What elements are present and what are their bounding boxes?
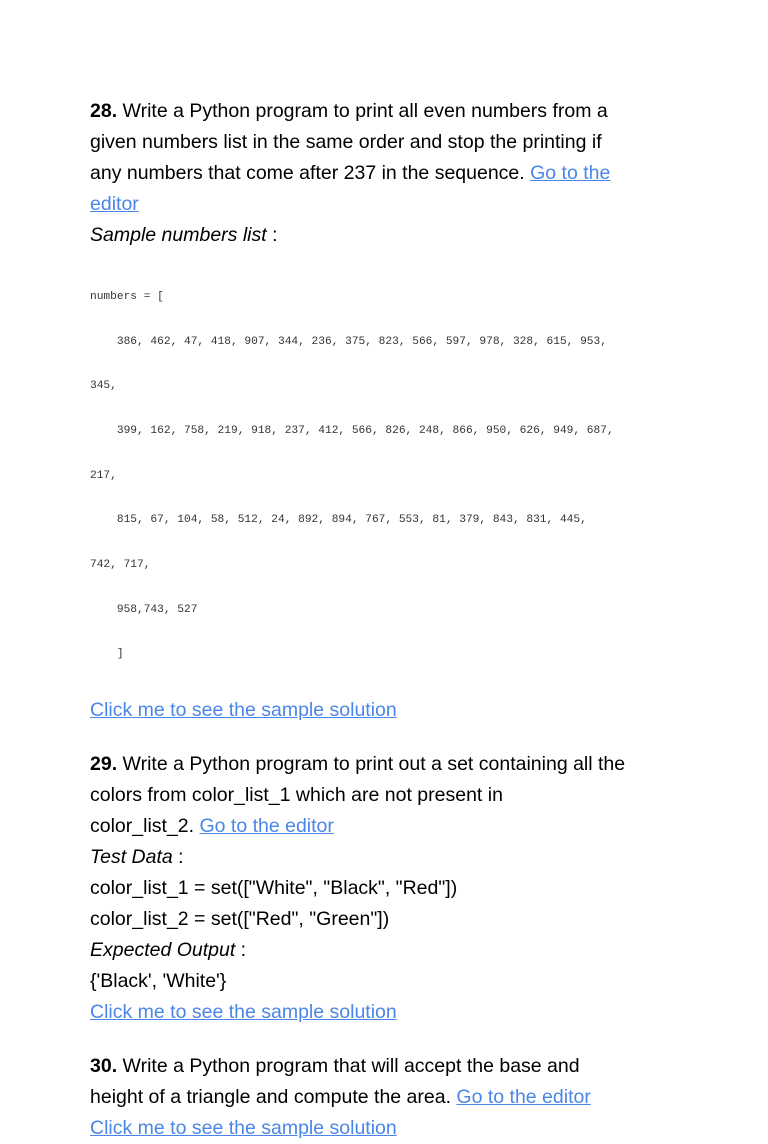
exercise-text: color_list_2. [90, 815, 195, 838]
expected-output-value: {'Black', 'White'} [90, 970, 227, 993]
exercise-text: Write a Python program to print all even numbers from a [122, 100, 608, 122]
solution-line [90, 997, 678, 1028]
exercise-29-line-3 [90, 811, 678, 842]
go-to-editor-link[interactable]: Go to the [530, 162, 611, 184]
exercise-number: 28. [90, 100, 118, 122]
exercise-30 [90, 1051, 678, 1144]
go-to-editor-link-continued[interactable]: editor [90, 193, 139, 215]
exercise-29-line-2: colors from color_list_1 which are not present in [90, 784, 503, 807]
go-to-editor-link[interactable]: Go to the editor [199, 815, 334, 838]
exercise-text: any numbers that come after 237 in the sequence. [90, 162, 525, 184]
code-line: 345, [90, 380, 117, 393]
go-to-editor-link[interactable]: Go to the editor [456, 1086, 591, 1109]
code-line: 958,743, 527 [90, 603, 198, 616]
label-colon: : [266, 224, 278, 246]
solution-line [90, 695, 678, 726]
exercise-30-line-2 [90, 1082, 678, 1113]
solution-line [90, 1113, 678, 1144]
exercise-28-line-4 [90, 189, 678, 220]
code-line: 815, 67, 104, 58, 512, 24, 892, 894, 767, 553, 81, 379, 843, 831, 445, [90, 514, 587, 527]
sample-numbers-label: Sample numbers list [90, 224, 267, 246]
exercise-29 [90, 749, 678, 1028]
test-data-line-1: color_list_1 = set(["White", "Black", "Red"]) [90, 877, 458, 900]
code-line: 399, 162, 758, 219, 918, 237, 412, 566, 826, 248, 866, 950, 626, 949, 687, [90, 424, 614, 437]
test-data-line-2: color_list_2 = set(["Red", "Green"]) [90, 908, 390, 931]
code-line: numbers = [ [90, 290, 164, 303]
code-block [90, 260, 678, 692]
exercise-28-line-1 [90, 96, 678, 127]
code-line: 386, 462, 47, 418, 907, 344, 236, 375, 823, 566, 597, 978, 328, 615, 953, [90, 335, 607, 348]
label-colon: : [172, 846, 184, 869]
code-line: 217, [90, 469, 117, 482]
expected-output-label-line [90, 935, 678, 966]
code-line: 742, 717, [90, 559, 151, 572]
exercise-text: Write a Python program to print out a set containing all the [122, 753, 626, 776]
label-colon: : [235, 939, 247, 962]
exercise-text: height of a triangle and compute the area. [90, 1086, 451, 1109]
code-line: ] [90, 648, 124, 661]
test-data-label: Test Data [90, 846, 173, 869]
exercise-28-line-3 [90, 158, 678, 189]
exercise-number: 29. [90, 753, 118, 776]
expected-output-label: Expected Output [90, 939, 236, 962]
exercise-29-line-1 [90, 749, 678, 780]
exercise-text: Write a Python program that will accept the base and [122, 1055, 580, 1078]
exercise-number: 30. [90, 1055, 118, 1078]
sample-numbers-label-line [90, 220, 678, 251]
sample-solution-link[interactable]: Click me to see the sample solution [90, 1001, 397, 1024]
exercise-28 [90, 96, 678, 726]
sample-solution-link[interactable]: Click me to see the sample solution [90, 1117, 397, 1140]
test-data-label-line [90, 842, 678, 873]
exercise-28-line-2: given numbers list in the same order and stop the printing if [90, 131, 602, 153]
sample-solution-link[interactable]: Click me to see the sample solution [90, 699, 397, 722]
exercise-30-line-1 [90, 1051, 678, 1082]
